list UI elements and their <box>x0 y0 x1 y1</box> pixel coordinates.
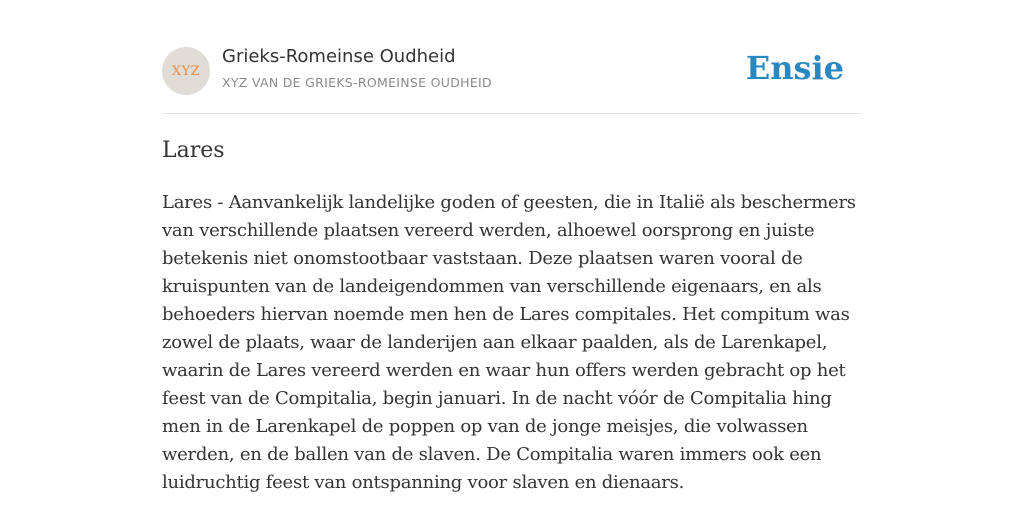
source-subtitle: XYZ VAN DE GRIEKS-ROMEINSE OUDHEID <box>222 75 492 90</box>
source-header <box>162 46 862 96</box>
source-title[interactable]: Grieks-Romeinse Oudheid <box>222 46 456 67</box>
article-title: Lares <box>162 138 225 163</box>
ensie-logo[interactable]: Ensie <box>745 49 844 87</box>
avatar-text: XYZ <box>171 63 201 79</box>
header-divider <box>162 113 862 114</box>
source-avatar[interactable] <box>162 47 210 95</box>
article-body: Lares - Aanvankelijk landelijke goden of geesten, die in Italië als beschermers van verschillende plaatsen vereerd werden, alhoewel oorsprong en juiste betekenis niet onomstootbaar vaststaan. Deze plaatsen waren vooral de kruispunten van de landeigendommen van verschillende eigenaars, en als behoeders hiervan noemde men hen de Lares compitales. Het compitum was zowel de plaats, waar de landerijen aan elkaar paalden, als de Larenkapel, waarin de Lares vereerd werden en waar hun offers werden gebracht op het feest van de Compitalia, begin januari. In de nacht vóór de Compitalia hing men in de Larenkapel de poppen op van de jonge meisjes, die volwassen werden, en de ballen van de slaven. De Compitalia waren immers ook een luidruchtig feest van ontspanning voor slaven en dienaars. <box>162 192 856 493</box>
